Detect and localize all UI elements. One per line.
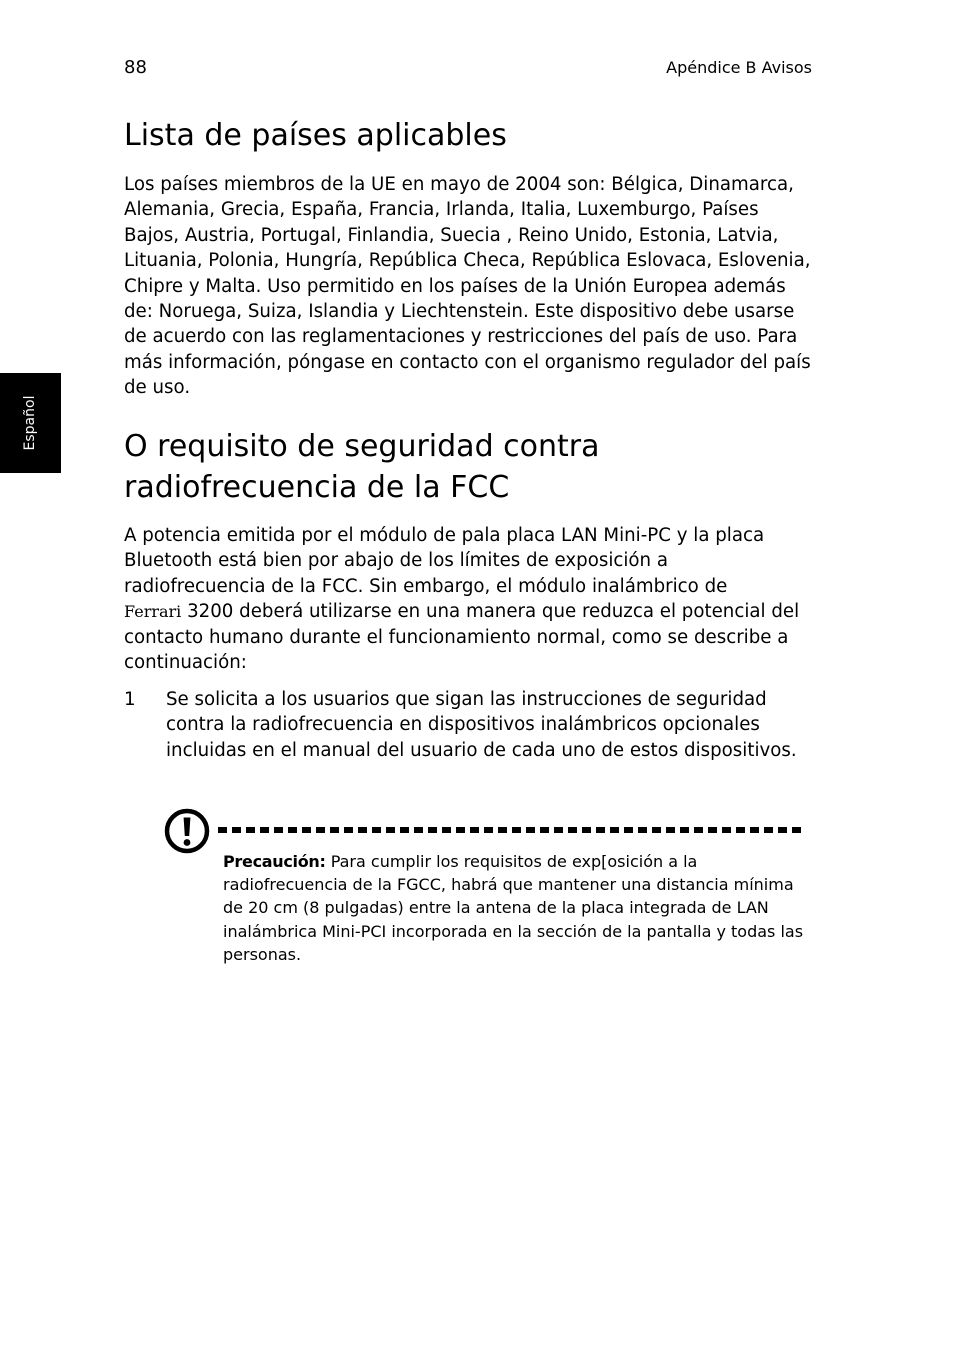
section-title-line-1: O requisito de seguridad contra [124, 429, 600, 464]
language-side-tab [0, 373, 61, 473]
section-title-applicable-countries: Lista de países aplicables [124, 118, 507, 153]
section-title-line-2: radiofrecuencia de la FCC [124, 470, 510, 505]
caution-exclamation-icon [164, 808, 210, 854]
caution-dotted-rule [218, 827, 804, 833]
caution-note [223, 850, 807, 966]
product-name: Ferrari [124, 602, 182, 622]
fcc-paragraph-part-1: A potencia emitida por el módulo de pala placa LAN Mini-PC y la placa Bluetooth está bien por abajo de los límites de exposición a radiofrecuencia de la FCC. Sin embargo, el módulo inalámbrico de [124, 525, 765, 597]
page-number: 88 [124, 57, 147, 78]
section-title-fcc-rf-safety [124, 426, 804, 508]
running-header: Apéndice B Avisos [666, 58, 812, 77]
list-item-text: Se solicita a los usuarios que sigan las instrucciones de seguridad contra la radiofrecuencia en dispositivos inalámbricos opcionales incluidas en el manual del usuario de cada uno de estos dispositivos. [166, 689, 797, 761]
fcc-rf-paragraph [124, 523, 812, 675]
side-tab-label: Español [22, 395, 38, 451]
list-item-number: 1 [124, 689, 136, 710]
fcc-paragraph-part-2: 3200 deberá utilizarse en una manera que reduzca el potencial del contacto humano durante el funcionamiento normal, como se describe a continuación: [124, 601, 800, 674]
caution-label: Precaución: [223, 852, 326, 871]
applicable-countries-paragraph: Los países miembros de la UE en mayo de 2004 son: Bélgica, Dinamarca, Alemania, Grecia, España, Francia, Irlanda, Italia, Luxemburgo, Países Bajos, Austria, Portugal, Finlandia, Suecia , Reino Unido, Estonia, Latvia, Lituania, Polonia, Hungría, República Checa, República Eslovaca, Eslovenia, Chipre y Malta. Uso permitido en los países de la Unión Europea además de: Noruega, Suiza, Islandia y Liechtenstein. Este dispositivo debe usarse de acuerdo con las reglamentaciones y restricciones del país de uso. Para más información, póngase en contacto con el organismo regulador del país de uso. [124, 174, 811, 399]
caution-text: Para cumplir los requisitos de exp[osición a la radiofrecuencia de la FGCC, habrá que mantener una distancia mínima de 20 cm (8 pulgadas) entre la antena de la placa integrada de LAN inalámbrica Mini-PCI incorporada en la sección de la pantalla y todas las personas. [223, 852, 804, 964]
